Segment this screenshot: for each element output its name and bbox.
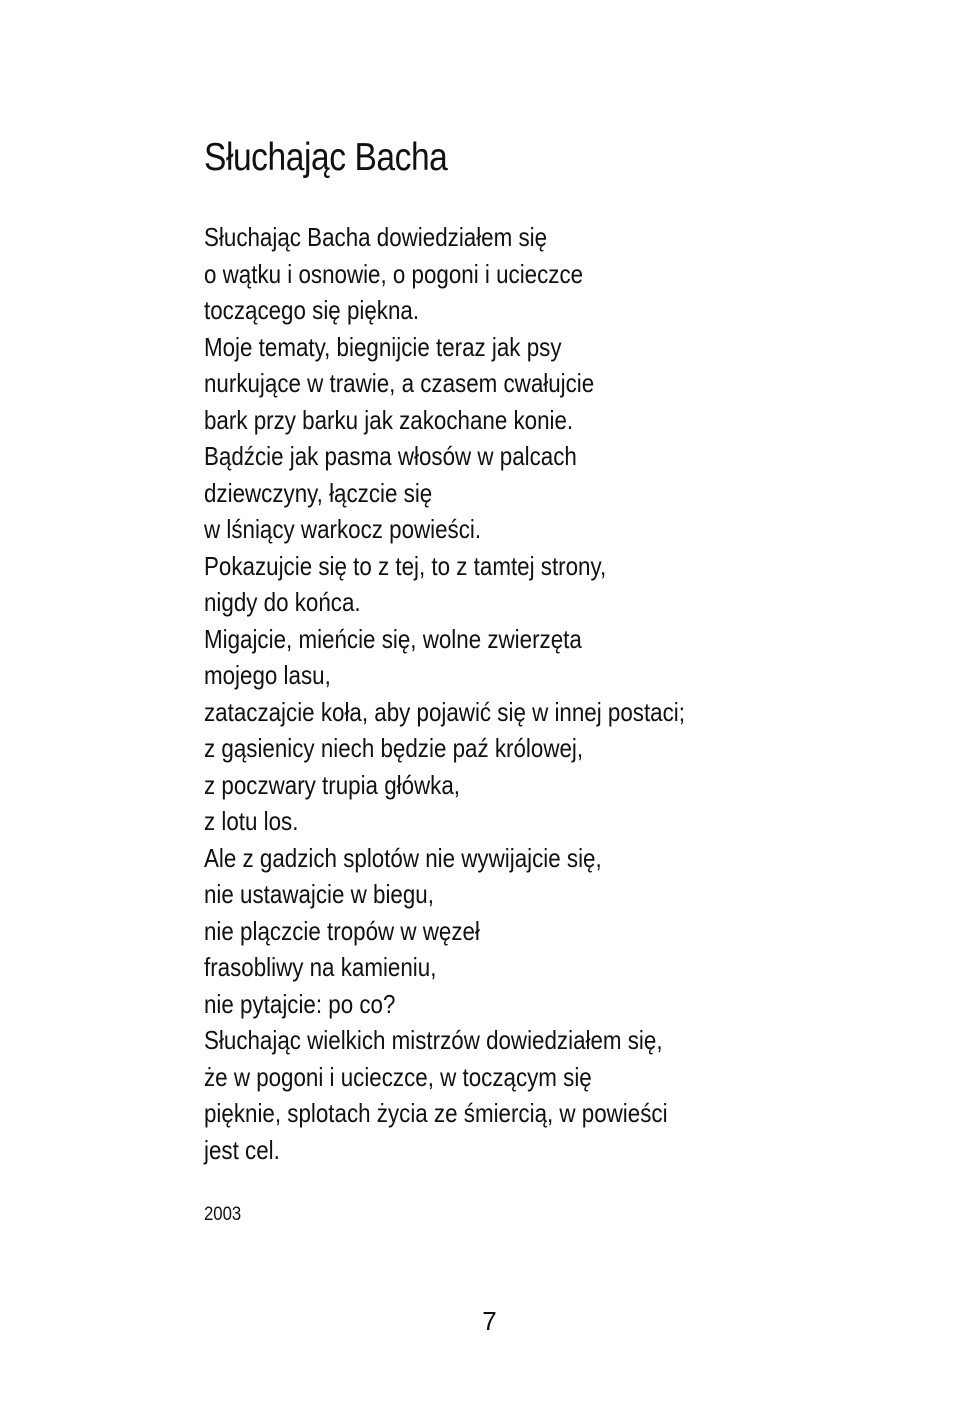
poem-line: z poczwary trupia główka, (204, 769, 461, 800)
poem-line: nie pytajcie: po co? (204, 988, 396, 1019)
poem-line: pięknie, splotach życia ze śmiercią, w powieści (204, 1098, 668, 1128)
poem-line: zataczajcie koła, aby pojawić się w innej postaci; (204, 696, 685, 727)
poem-line: dziewczyny, łączcie się (204, 477, 433, 508)
poem-line: nurkujące w trawie, a czasem cwałujcie (204, 368, 595, 398)
poem-line: mojego lasu, (204, 660, 331, 690)
poem-line: Pokazujcie się to z tej, to z tamtej strony, (204, 550, 607, 581)
poem-line: o wątku i osnowie, o pogoni i ucieczce (204, 258, 584, 289)
poem-line: Słuchając wielkich mistrzów dowiedziałem się, (204, 1025, 663, 1055)
poem-line: frasobliwy na kamieniu, (204, 952, 437, 982)
poem-line: jest cel. (204, 1134, 280, 1165)
poem-line: nie ustawajcie w biegu, (204, 879, 434, 909)
poem-line: Moje tematy, biegnijcie teraz jak psy (204, 331, 562, 362)
poem-line: nigdy do końca. (204, 587, 361, 617)
poem-line: że w pogoni i ucieczce, w toczącym się (204, 1061, 592, 1092)
poem-year: 2003 (204, 1204, 242, 1225)
poem-line: nie plączcie tropów w węzeł (204, 915, 480, 946)
poem-line: z gąsienicy niech będzie paź królowej, (204, 733, 584, 763)
poem-line: toczącego się piękna. (204, 295, 420, 325)
page-number: 7 (482, 1306, 497, 1336)
poem-title: Słuchając Bacha (204, 136, 448, 179)
poem-line: w lśniący warkocz powieści. (204, 514, 482, 544)
poem-line: Ale z gadzich splotów nie wywijajcie się, (204, 842, 602, 873)
poem-line: Bądźcie jak pasma włosów w palcach (204, 441, 577, 471)
poem-line: z lotu los. (204, 806, 299, 836)
poem-body (204, 219, 763, 1168)
poem-line: Migajcie, mieńcie się, wolne zwierzęta (204, 623, 582, 654)
poem-line: Słuchając Bacha dowiedziałem się (204, 222, 548, 252)
poem-line: bark przy barku jak zakochane konie. (204, 404, 574, 435)
